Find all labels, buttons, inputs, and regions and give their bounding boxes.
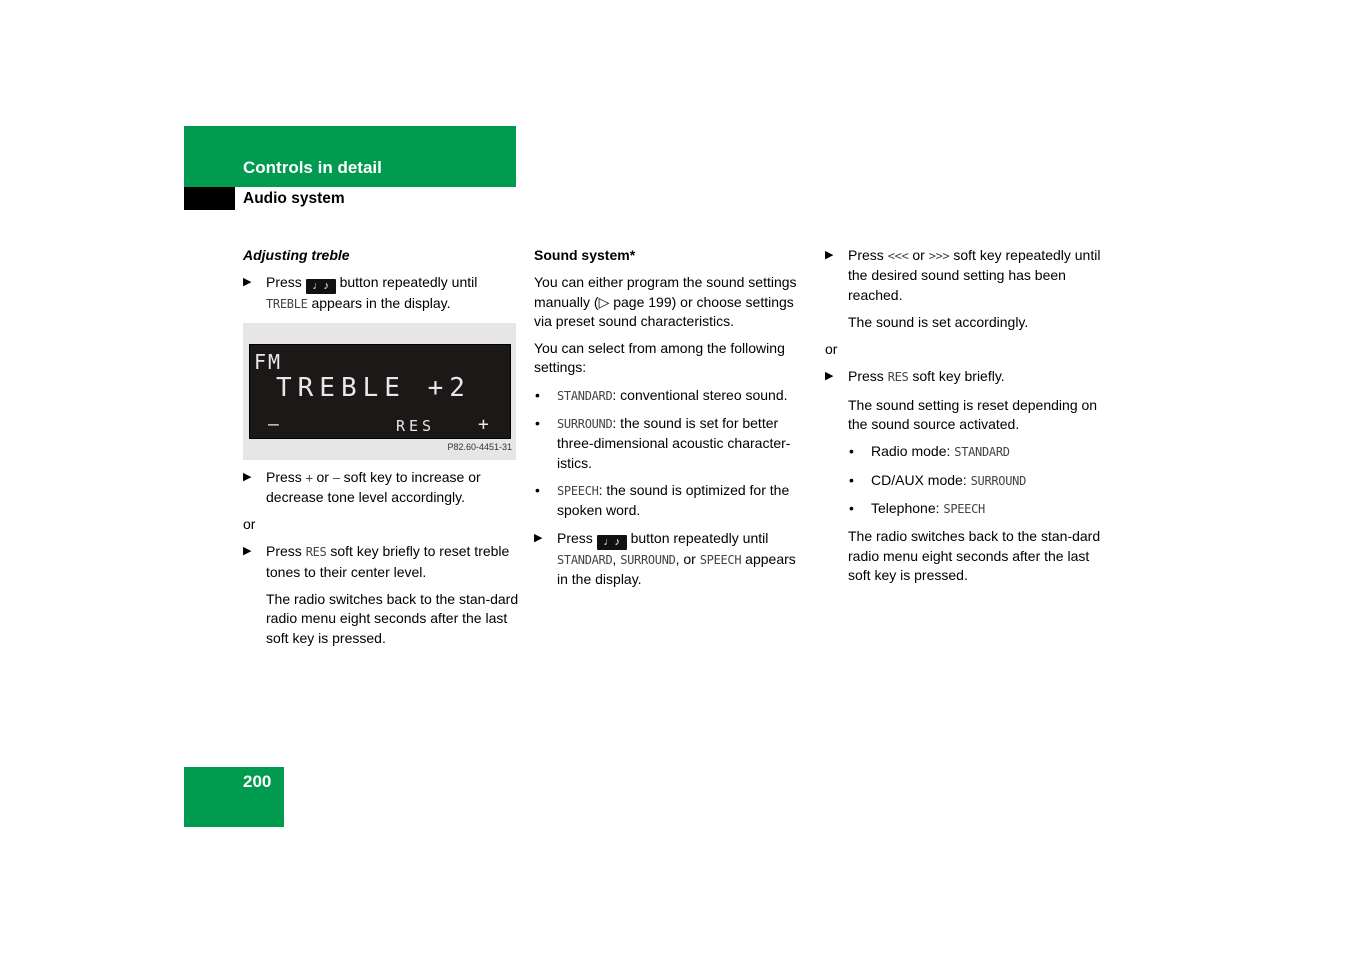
display-term: SPEECH	[557, 483, 599, 498]
column-left	[243, 246, 519, 656]
step-text: button repeatedly until	[335, 274, 478, 291]
display-term: SURROUND	[557, 417, 613, 432]
list-text: : the sound is optimized for the spoken word.	[557, 481, 790, 519]
display-term: STANDARD	[557, 388, 613, 403]
step-press-plus-minus	[243, 468, 519, 508]
display-term: >>>	[928, 249, 950, 263]
display-term: RES	[887, 370, 909, 385]
sound-button-icon: ♩♪	[306, 279, 336, 294]
lcd-screen	[249, 344, 511, 439]
step-text: , or	[675, 550, 700, 567]
step-text: soft key briefly.	[908, 368, 1005, 385]
arrow-bullet-icon: ▶	[534, 531, 543, 544]
step-text: Press	[266, 274, 306, 291]
arrow-bullet-icon: ▶	[825, 249, 834, 261]
step-text: Press	[266, 468, 306, 485]
display-term: RES	[305, 545, 327, 560]
arrow-bullet-icon: ▶	[243, 276, 252, 289]
display-term: <<<	[887, 249, 909, 263]
lcd-plus-softkey: +	[478, 413, 489, 435]
step-text: button repeatedly until	[626, 529, 769, 546]
step-text: Press	[848, 368, 888, 385]
step-text: appears in the display.	[557, 550, 796, 587]
subheading-adjusting-treble: Adjusting treble	[243, 247, 350, 263]
lcd-res-softkey: RES	[396, 416, 436, 435]
bullet-dot-icon: •	[849, 443, 854, 460]
step-text: or	[908, 247, 929, 263]
lcd-treble-value: TREBLE +2	[276, 372, 471, 403]
or-separator: or	[825, 341, 838, 358]
column-middle	[534, 246, 810, 597]
step-press-res	[825, 367, 1101, 387]
display-term: TREBLE	[266, 297, 308, 312]
list-item	[534, 386, 810, 406]
arrow-bullet-icon: ▶	[243, 545, 252, 558]
page-number: 200	[243, 772, 272, 791]
step-text: Press	[848, 247, 888, 263]
arrow-bullet-icon: ▶	[243, 470, 252, 483]
note-radio-switches-back: The radio switches back to the stan-dard radio menu eight seconds after the last soft key is pressed.	[266, 591, 519, 646]
step-press-sound-button	[534, 529, 810, 590]
list-item	[825, 442, 1101, 462]
list-text: Radio mode:	[871, 443, 955, 460]
list-text: CD/AUX mode:	[871, 471, 971, 488]
list-text: : the sound is set for better three-dimensional acoustic character-istics.	[557, 415, 791, 471]
list-item	[825, 471, 1101, 491]
subheading-sound-system: Sound system*	[534, 247, 636, 263]
display-term: STANDARD	[954, 445, 1010, 460]
display-term: SURROUND	[620, 552, 676, 567]
arrow-bullet-icon: ▶	[825, 370, 834, 383]
step-text: or	[312, 468, 333, 485]
radio-display-illustration	[243, 323, 516, 460]
step-text: ,	[612, 550, 621, 567]
display-term: –	[332, 470, 340, 485]
step-press-treble-button	[243, 273, 519, 314]
display-term: STANDARD	[557, 552, 613, 567]
list-text: : conventional stereo sound.	[612, 386, 788, 403]
step-text: soft key repeatedly until the desired sound setting has been reached.	[848, 247, 1101, 303]
bullet-dot-icon: •	[849, 499, 854, 516]
column-right	[825, 246, 1101, 593]
list-item	[534, 414, 810, 473]
display-term: +	[305, 470, 313, 485]
step-text: Press	[557, 529, 597, 546]
display-term: SPEECH	[699, 552, 742, 567]
note-sound-reset: The sound setting is reset depending on the sound source activated.	[848, 396, 1098, 433]
step-text: appears in the display.	[307, 295, 451, 312]
list-text: Telephone:	[871, 499, 944, 516]
note-radio-switches-back: The radio switches back to the stan-dard radio menu eight seconds after the last soft key is pressed.	[848, 528, 1101, 583]
note-sound-set: The sound is set accordingly.	[848, 313, 1029, 330]
or-separator: or	[243, 516, 256, 533]
paragraph-settings: You can select from among the following settings:	[534, 340, 785, 376]
chapter-title: Controls in detail	[243, 158, 382, 177]
step-press-res	[243, 542, 519, 582]
section-marker	[184, 187, 235, 210]
lcd-band: FM	[254, 349, 283, 374]
step-text: soft key briefly to reset treble tones to their center level.	[266, 543, 510, 580]
paragraph-intro: You can either program the sound settings manually (▷ page 199) or choose settings via preset sound characteristics.	[534, 274, 797, 329]
bullet-dot-icon: •	[535, 386, 540, 403]
step-text: Press	[266, 543, 306, 560]
step-text: soft key to increase or decrease tone level accordingly.	[266, 468, 481, 505]
bullet-dot-icon: •	[849, 471, 854, 488]
bullet-dot-icon: •	[535, 415, 540, 432]
step-press-arrows	[825, 246, 1101, 305]
figure-code: P82.60-4451-31	[447, 442, 512, 453]
bullet-dot-icon: •	[535, 481, 540, 498]
display-term: SPEECH	[943, 501, 985, 516]
list-item	[825, 499, 1101, 519]
list-item	[534, 481, 810, 521]
sound-button-icon: ♩♪	[597, 535, 627, 550]
display-term: SURROUND	[970, 473, 1026, 488]
lcd-minus-softkey: –	[268, 413, 279, 435]
section-title: Audio system	[243, 190, 345, 207]
